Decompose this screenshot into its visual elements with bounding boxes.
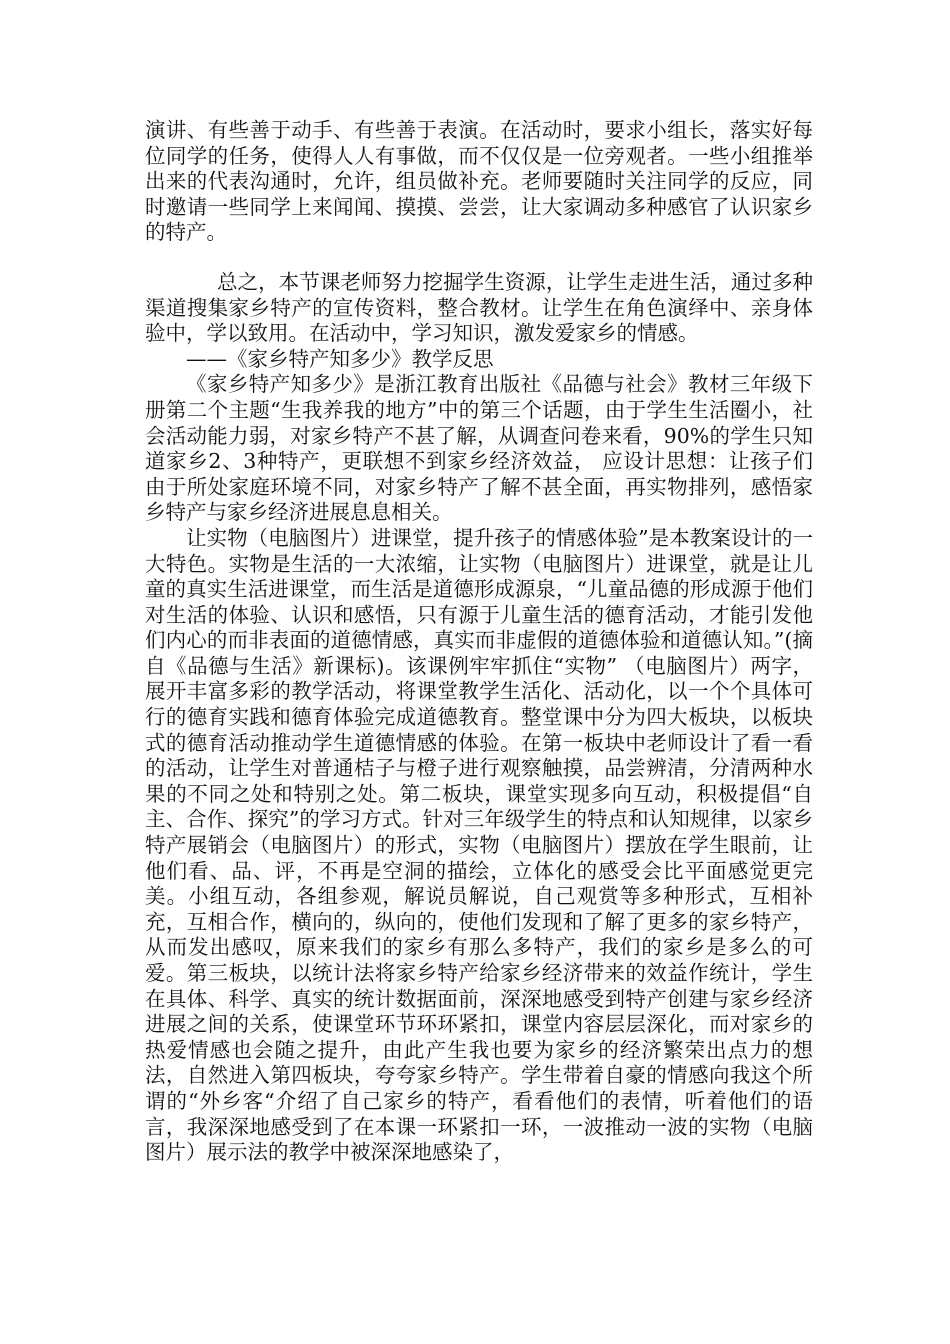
paragraph-lesson-background: 《家乡特产知多少》是浙江教育出版社《品德与社会》教材三年级下册第二个主题“生我养我的地方”中的第三个话题，由于学生生活圈小，社会活动能力弱，对家乡特产不甚了解，从调查问卷来看，90%的学生只知道家乡2、3种特产，更联想不到家乡经济效益， 应设计思想：让孩子们由于所处家庭环境不同，对家乡特产了解不甚全面，再实物排列，感悟家乡特产与家乡经济进展息息相关。: [145, 372, 813, 525]
paragraph-activity-organization: 演讲、有些善于动手、有些善于表演。在活动时，要求小组长，落实好每位同学的任务，使得人人有事做，而不仅仅是一位旁观者。一些小组推举出来的代表沟通时，允许，组员做补充。老师要随时关注同学的反应，同时邀请一些同学上来闻闻、摸摸、尝尝，让大家调动多种感官了认识家乡的特产。: [145, 118, 813, 245]
paragraph-summary: 总之，本节课老师努力挖掘学生资源，让学生走进生活，通过多种渠道搜集家乡特产的宣传资料，整合教材。让学生在角色演绎中、亲身体验中，学以致用。在活动中，学习知识，激发爱家乡的情感。: [145, 269, 813, 346]
section-title-reflection: ——《家乡特产知多少》教学反思: [186, 346, 494, 371]
paragraph-gap: [145, 246, 813, 270]
paragraph-teaching-design: 让实物（电脑图片）进课堂，提升孩子的情感体验”是本教案设计的一大特色。实物是生活的一大浓缩，让实物（电脑图片）进课堂，就是让儿童的真实生活进课堂，而生活是道德形成源泉，“儿童品德的形成源于他们对生活的体验、认识和感悟，只有源于儿童生活的德育活动，才能引发他们内心的而非表面的道德情感，真实而非虚假的道德体验和道德认知。”(摘自《品德与生活》新课标)。该课例牢牢抓住“实物” （电脑图片）两字，展开丰富多彩的教学活动，将课堂教学生活化、活动化，以一个个具体可行的德育实践和德育体验完成道德教育。整堂课中分为四大板块，以板块式的德育活动推动学生道德情感的体验。在第一板块中老师设计了看一看的活动，让学生对普通桔子与橙子进行观察触摸，品尝辨清，分清两种水果的不同之处和特别之处。第二板块，课堂实现多向互动，积极提倡“自主、合作、探究”的学习方式。针对三年级学生的特点和认知规律，以家乡特产展销会（电脑图片）的形式，实物（电脑图片）摆放在学生眼前，让他们看、品、评，不再是空洞的描绘，立体化的感受会比平面感觉更完美。小组互动，各组参观，解说员解说，自己观赏等多种形式，互相补充，互相合作，横向的，纵向的，使他们发现和了解了更多的家乡特产，从而发出感叹，原来我们的家乡有那么多特产，我们的家乡是多么的可爱。第三板块，以统计法将家乡特产给家乡经济带来的效益作统计，学生在具体、科学、真实的统计数据面前，深深地感受到特产创建与家乡经济进展之间的关系，使课堂环节环环紧扣，课堂内容层层深化，而对家乡的热爱情感也会随之提升，由此产生我也要为家乡的经济繁荣出点力的想法，自然进入第四板块，夸夸家乡特产。学生带着自豪的情感向我这个所谓的“外乡客“介绍了自己家乡的特产，看看他们的表情，听着他们的语言，我深深地感受到了在本课一环紧扣一环，一波推动一波的实物（电脑图片）展示法的教学中被深深地感染了，: [145, 525, 813, 1165]
document-body: [145, 118, 813, 1166]
